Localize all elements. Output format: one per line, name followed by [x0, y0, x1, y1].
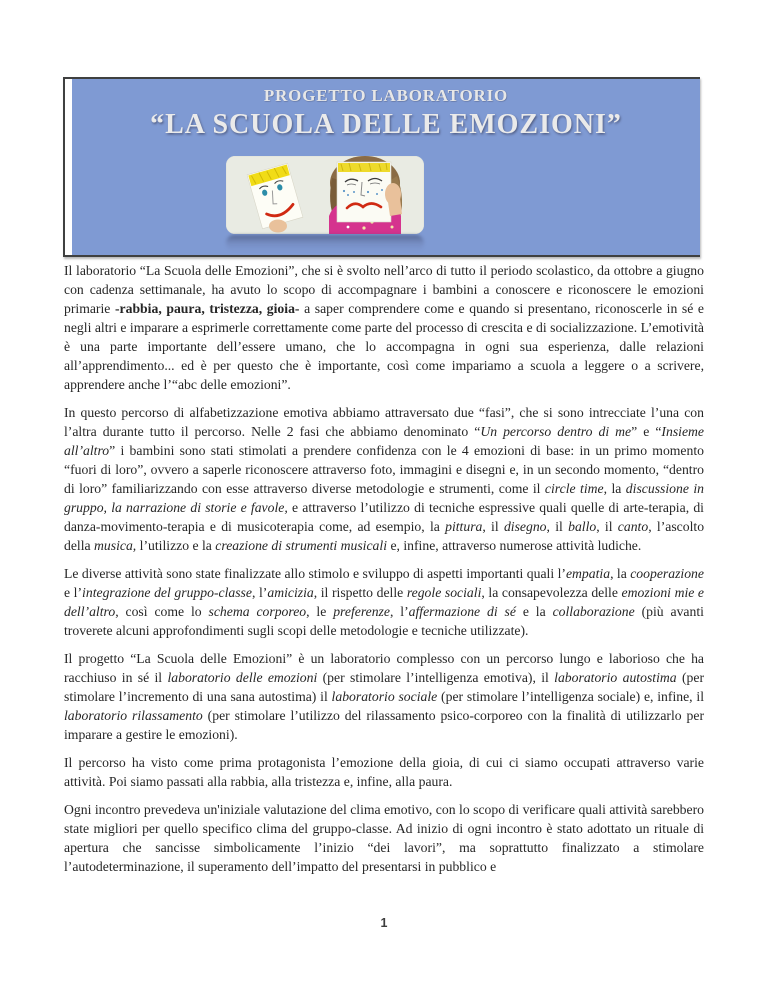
emotion-faces-photo [226, 156, 424, 234]
page-number: 1 [380, 916, 388, 930]
banner-subtitle: PROGETTO LABORATORIO [263, 86, 509, 105]
sad-face-drawing [337, 162, 391, 222]
paragraph-progetto: Il progetto “La Scuola delle Emozioni” è un laboratorio complesso con un percorso lungo e laborioso che ha racchiuso in sé il laboratorio delle emozioni (per stimolare l’intelligenza emotiva), il laboratorio autostima (per stimolare l’incremento di una sana autostima) il laboratorio sociale (per stimolare l’intelligenza sociale) e, infine, il laboratorio rilassamento (per stimolare l’utilizzo del rilassamento psico-corporeo con la finalità di utilizzarlo per imparare a gestire le emozioni). [64, 651, 704, 742]
title-banner-inner [72, 79, 700, 255]
child-hand-left [269, 220, 287, 233]
document-body [64, 261, 704, 885]
banner-title: “LA SCUOLA DELLE EMOZIONI” [150, 109, 622, 140]
title-banner [63, 77, 700, 257]
paragraph-percorso: Il percorso ha visto come prima protagonista l’emozione della gioia, di cui ci siamo occupati attraverso varie attività. Poi siamo passati alla rabbia, alla tristezza e, infine, alla paura. [64, 755, 704, 789]
photo-reflection [226, 235, 424, 251]
paragraph-intro: Il laboratorio “La Scuola delle Emozioni”, che si è svolto nell’arco di tutto il periodo scolastico, da ottobre a giugno con cadenza settimanale, ha avuto lo scopo di accompagnare i bambini a conoscere e riconoscere le emozioni primarie -rabbia, paura, tristezza, gioia- a saper comprendere come e quando si presentano, riconoscerle in sé e negli altri e imparare a esprimerle correttamente come parte del processo di crescita e di socializzazione. L’emotività è una parte importante dell’essere umano, che lo accompagna in ogni sua esperienza, dalle relazioni all’apprendimento... ed è per questo che è importante, così come impariamo a scuola a leggere o a scrivere, apprendere anche l’“abc delle emozioni”. [64, 263, 704, 392]
paragraph-attivita: Le diverse attività sono state finalizzate allo stimolo e sviluppo di aspetti importanti quali l’empatia, la cooperazione e l’integrazione del gruppo-classe, l’amicizia, il rispetto delle regole sociali, la consapevolezza delle emozioni mie e dell’altro, così come lo schema corporeo, le preferenze, l’affermazione di sé e la collaborazione (più avanti troverete alcuni approfondimenti sugli scopi delle metodologie e tecniche utilizzate). [64, 566, 705, 638]
paragraph-incontro: Ogni incontro prevedeva un'iniziale valutazione del clima emotivo, con lo scopo di verificare quali attività sarebbero state migliori per quello specifico clima del gruppo-classe. Ad inizio di ogni incontro è stato adottato un rituale di apertura che sancisse simbolicamente l’inizio “dei lavori”, ma soprattutto finalizzato a stimolare l’autodeterminazione, il superamento dell’impatto del presentarsi in pubblico e [64, 802, 704, 874]
paragraph-fasi: In questo percorso di alfabetizzazione emotiva abbiamo attraversato due “fasi”, che si sono intrecciate l’una con l’altra durante tutto il percorso. Nelle 2 fasi che abbiamo denominato “Un percorso dentro di me” e “Insieme all’altro” i bambini sono stati stimolati a prendere confidenza con le 4 emozioni di base: in un primo momento “fuori di loro”, ovvero a saperle riconoscere attraverso foto, immagini e disegni e, in un secondo momento, “dentro di loro” familiarizzando con esse attraverso diverse metodologie e strumenti, come il circle time, la discussione in gruppo, la narrazione di storie e favole, e attraverso l’utilizzo di tecniche espressive quali quelle di arte-terapia, di danza-movimento-terapia e di musicoterapia come, ad esempio, la pittura, il disegno, il ballo, il canto, l’ascolto della musica, l’utilizzo e la creazione di strumenti musicali e, infine, attraverso numerose attività ludiche. [64, 405, 705, 553]
